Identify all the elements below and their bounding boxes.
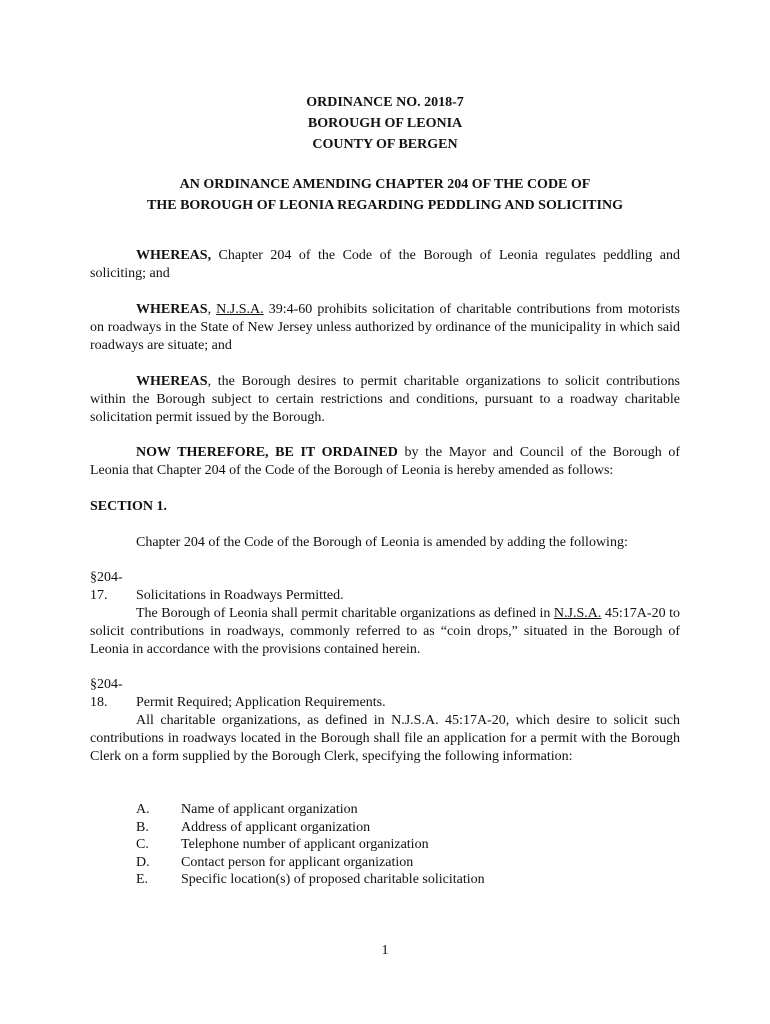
whereas-text: , the Borough desires to permit charitable organizations to solicit contributions within the Borough subject to certain restrictions and conditions, pursuant to a roadway charitable solicitation permit issued by the Borough.	[90, 374, 680, 425]
title-line-2: THE BOROUGH OF LEONIA REGARDING PEDDLING AND SOLICITING	[147, 198, 623, 213]
section-1-intro: Chapter 204 of the Code of the Borough of Leonia is amended by adding the following:	[136, 535, 628, 550]
list-item: B. Address of applicant organization	[136, 819, 371, 835]
whereas-lead: WHEREAS,	[136, 248, 212, 263]
borough-name: BOROUGH OF LEONIA	[307, 116, 463, 131]
section-204-17-heading	[90, 569, 344, 605]
whereas-paragraph-2: WHEREAS, N.J.S.A. 39:4-60 prohibits solicitation of charitable contributions from motorists on roadways in the State of New Jersey unless authorized by ordinance of the municipality in which said roadways are situate; and	[90, 302, 680, 353]
statute-reference: N.J.S.A.	[553, 606, 602, 621]
list-item: C. Telephone number of applicant organization	[136, 837, 429, 852]
now-therefore-paragraph	[90, 444, 680, 480]
whereas-paragraph-3	[90, 373, 680, 427]
whereas-lead: WHEREAS	[136, 302, 208, 317]
county-name: COUNTY OF BERGEN	[312, 137, 458, 152]
whereas-text: 39:4-60 prohibits solicitation of charitable contributions from motorists on roadways in the State of New Jersey unless authorized by ordinance of the municipality in which said roadways are situate; and	[90, 302, 680, 353]
whereas-lead: WHEREAS	[136, 374, 208, 389]
ordinance-title	[0, 174, 770, 216]
section-number: §204-18.	[90, 677, 123, 710]
whereas-text: Chapter 204 of the Code of the Borough of Leonia regulates peddling and soliciting; and	[90, 248, 680, 281]
page-number: 1	[381, 943, 389, 958]
section-204-18-heading	[90, 676, 386, 712]
section-title: Solicitations in Roadways Permitted.	[136, 588, 344, 603]
section-number: §204-17.	[90, 570, 123, 603]
list-item: E. Specific location(s) of proposed charitable solicitation	[136, 872, 485, 887]
list-item: D. Contact person for applicant organization	[136, 854, 414, 870]
requirements-list	[136, 801, 485, 889]
statute-reference: N.J.S.A.	[216, 302, 264, 317]
section-title: Permit Required; Application Requirements.	[136, 695, 386, 710]
whereas-paragraph-1	[90, 247, 680, 283]
ordained-lead: NOW THEREFORE, BE IT ORDAINED	[136, 445, 398, 460]
section-1-heading: SECTION 1.	[90, 499, 168, 514]
section-204-17-body: The Borough of Leonia shall permit charitable organizations as defined in N.J.S.A. 45:17A-20 to solicit contributions in roadways, commonly referred to as “coin drops,” situated in the Borough of Leonia in accordance with the provisions contained herein.	[90, 606, 680, 657]
ordinance-number: ORDINANCE NO. 2018-7	[306, 95, 464, 110]
ordinance-header	[0, 92, 770, 155]
title-line-1: AN ORDINANCE AMENDING CHAPTER 204 OF THE CODE OF	[179, 177, 591, 192]
ordained-text: by the Mayor and Council of the Borough of Leonia that Chapter 204 of the Code of the Borough of Leonia is hereby amended as follows:	[90, 445, 680, 478]
list-item: A. Name of applicant organization	[136, 802, 358, 817]
section-204-18-body: All charitable organizations, as defined in N.J.S.A. 45:17A-20, which desire to solicit such contributions in roadways located in the Borough shall file an application for a permit with the Borough Clerk on a form supplied by the Borough Clerk, specifying the following information:	[90, 713, 680, 764]
